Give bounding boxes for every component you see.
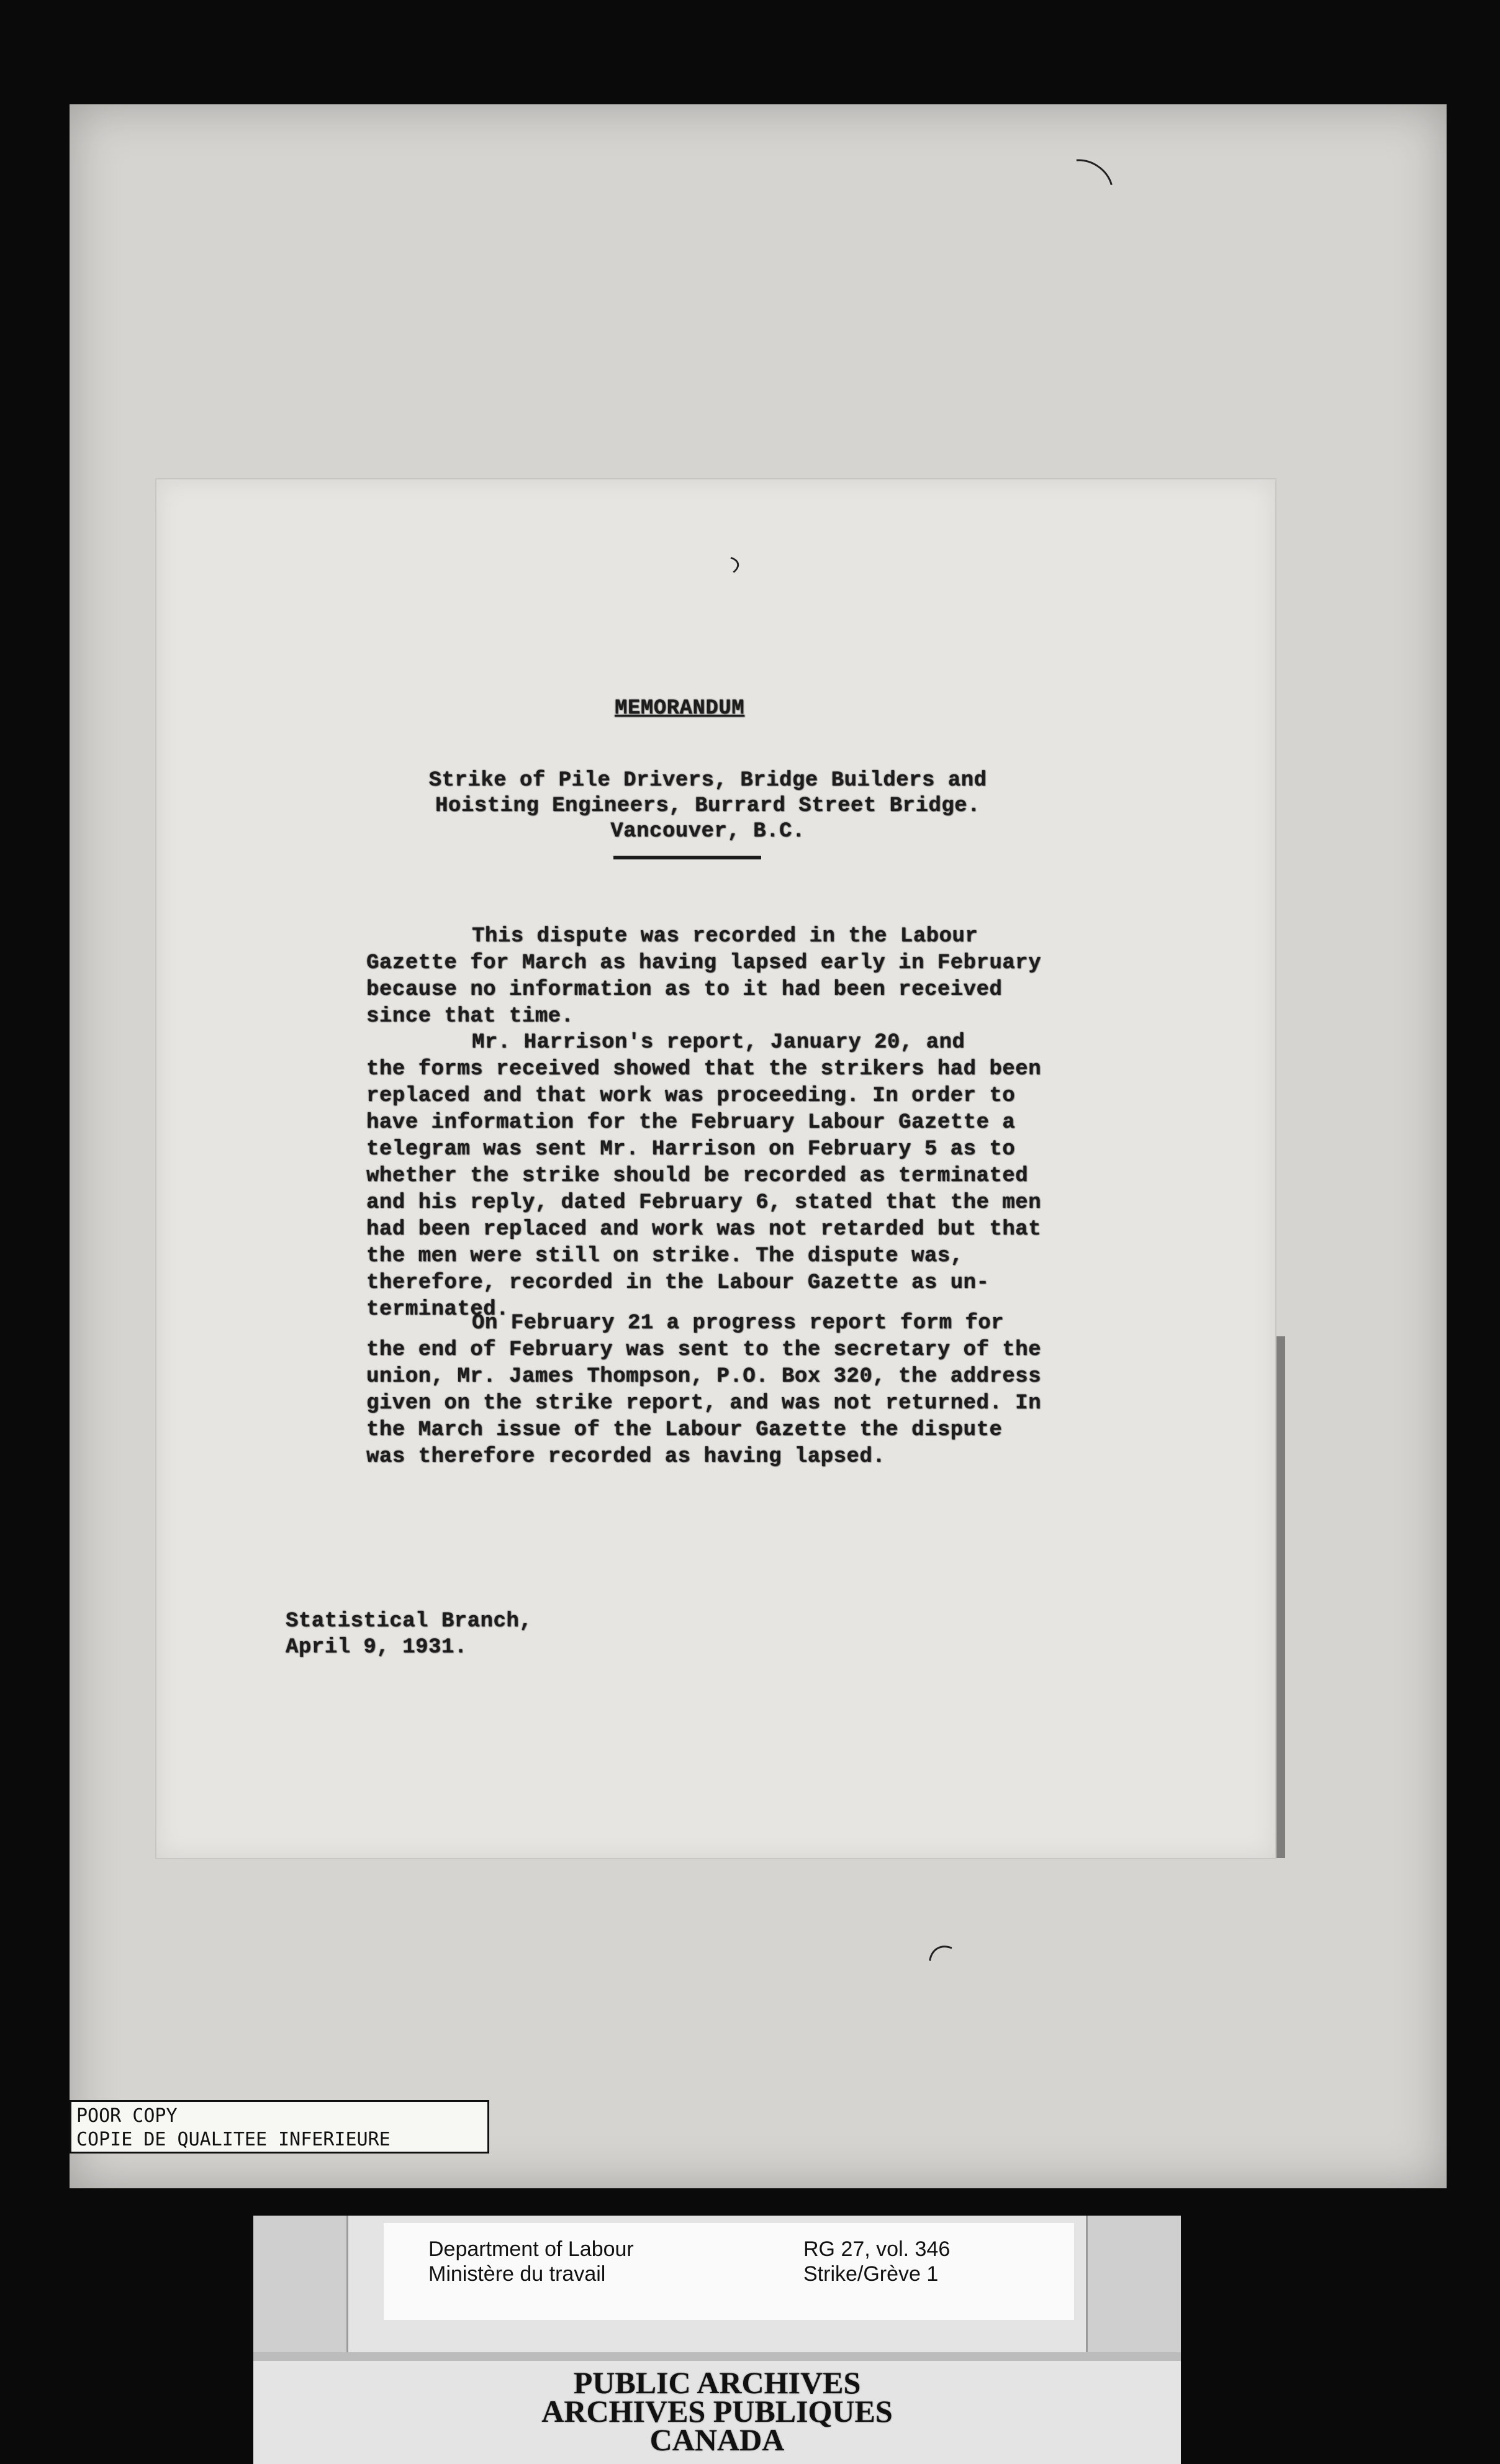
memo-subject [397,768,1018,845]
label-tab [1086,2216,1181,2352]
reference-block [803,2237,950,2286]
label-band [253,2352,1181,2361]
stamp-line: COPIE DE QUALITEE INFERIEURE [76,2129,391,2150]
subject-line: Hoisting Engineers, Burrard Street Bridge. [435,794,980,818]
department-fr: Ministère du travail [428,2262,606,2286]
archive-label [253,2216,1181,2464]
strike-ref: Strike/Grève 1 [803,2262,939,2286]
signoff-line: Statistical Branch, [286,1610,533,1633]
label-tab [253,2216,348,2352]
memo-signoff [286,1608,532,1660]
signoff-line: April 9, 1931. [286,1636,468,1659]
archives-line: CANADA [649,2422,785,2457]
subject-line: Strike of Pile Drivers, Bridge Builders and [428,769,987,792]
memo-paragraph: On February 21 a progress report form for the end of February was sent to the secretary of the union, Mr. James Thompson, P.O. Box 320, the address given on the strike report, and was not returned. In the March issue of the Labour Gazette the dispute was therefore recorded as having lapsed. [366,1311,1041,1469]
department-block [428,2237,634,2286]
archive-label-header [384,2223,1074,2320]
poor-copy-stamp [70,2100,489,2154]
heading-rule [613,856,761,859]
archives-line: ARCHIVES PUBLIQUES [541,2394,893,2429]
memo-paragraph: This dispute was recorded in the Labour Gazette for March as having lapsed early in February because no information as to it had been received since that time. [366,925,1041,1028]
public-archives-logo [253,2365,1181,2457]
stamp-line: POOR COPY [76,2105,178,2127]
archives-line: PUBLIC ARCHIVES [573,2365,861,2400]
subject-line: Vancouver, B.C. [610,820,805,843]
memo-paragraph: Mr. Harrison's report, January 20, and the forms received showed that the strikers had been replaced and that work was proceeding. In order to have information for the February Labour Gazette a telegram was sent Mr. Harrison on February 5 as to whether the strike should be recorded as terminated and his reply, dated February 6, stated that the men had been replaced and work was not retarded but that the men were still on strike. The dispute was, therefore, recorded in the Labour Gazette as un- terminated. [366,1031,1041,1321]
memo-heading: MEMORANDUM [615,697,745,720]
record-group-ref: RG 27, vol. 346 [803,2237,951,2261]
department-en: Department of Labour [428,2237,634,2261]
